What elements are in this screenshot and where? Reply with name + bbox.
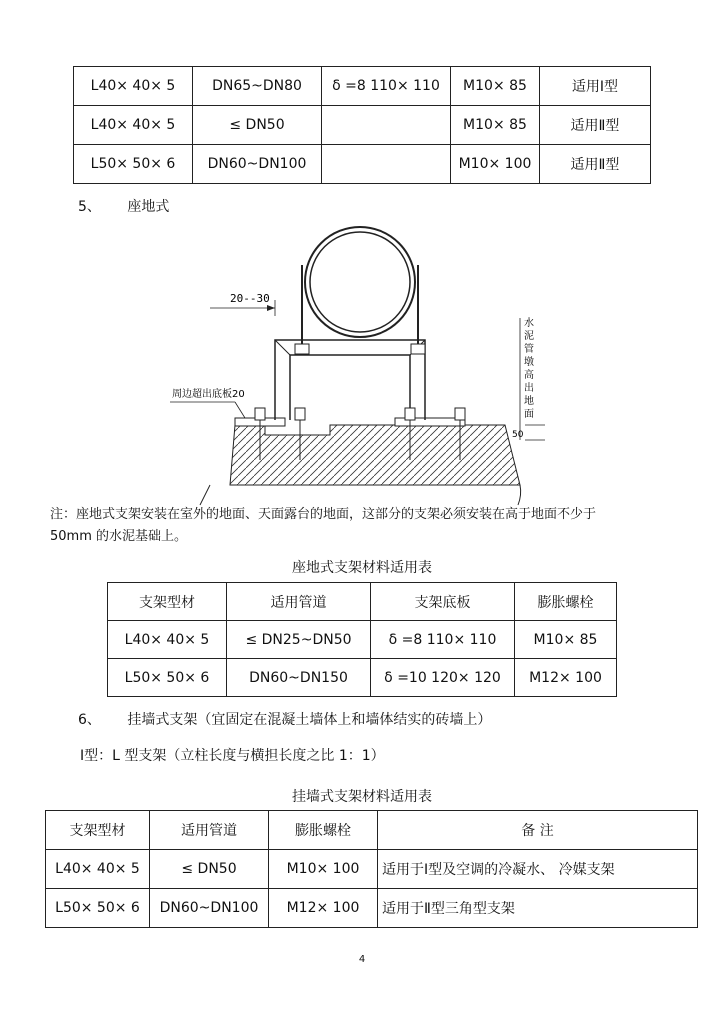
section-number: 6、	[78, 712, 101, 728]
table-cell: δ =8 110× 110	[371, 621, 515, 659]
note-line-1: 注：座地式支架安装在室外的地面、天面露台的地面，这部分的支架必须安装在高于地面不少于	[50, 507, 597, 522]
wall-bracket-table	[45, 810, 698, 928]
bracket-table-1	[73, 66, 651, 184]
table-header: 支架底板	[371, 583, 515, 621]
table-header: 膨胀螺栓	[515, 583, 617, 621]
floor-bracket-table	[107, 582, 617, 697]
table-header: 支架型材	[46, 811, 150, 850]
page-number: 4	[358, 954, 366, 965]
section-number: 5、	[78, 199, 101, 215]
table-header-row	[46, 811, 698, 850]
vertical-label-char: 高	[524, 370, 534, 381]
table-row	[46, 850, 698, 889]
table-cell: L40× 40× 5	[74, 106, 193, 145]
table-cell: ≤ DN25~DN50	[227, 621, 371, 659]
vertical-dim: 50	[512, 430, 524, 440]
table-cell: DN60~DN100	[150, 889, 269, 928]
dimension-label: 20--30	[230, 292, 270, 305]
table-header: 支架型材	[108, 583, 227, 621]
table-cell: 适用于Ⅰ型及空调的冷凝水、 冷媒支架	[378, 850, 698, 889]
table-3-caption: 挂墙式支架材料适用表	[292, 789, 432, 805]
table-cell: L40× 40× 5	[108, 621, 227, 659]
table-cell: M10× 85	[515, 621, 617, 659]
table-2-caption: 座地式支架材料适用表	[292, 560, 432, 576]
table-header: 备 注	[378, 811, 698, 850]
table-header: 适用管道	[150, 811, 269, 850]
section-6-heading	[78, 709, 491, 729]
table-cell: ≤ DN50	[193, 106, 322, 145]
table-cell: M12× 100	[269, 889, 378, 928]
vertical-label-char: 出	[524, 383, 534, 394]
table-cell	[322, 145, 451, 184]
table-cell: L50× 50× 6	[74, 145, 193, 184]
table-row	[108, 659, 617, 697]
concrete-base	[230, 425, 520, 485]
table-cell: DN60~DN150	[227, 659, 371, 697]
vertical-label	[524, 316, 534, 420]
vertical-label-char: 墩	[524, 357, 534, 368]
table-cell: DN60~DN100	[193, 145, 322, 184]
table-cell: M10× 85	[451, 106, 540, 145]
section-title: 挂墙式支架（宜固定在混凝土墙体上和墙体结实的砖墙上）	[127, 712, 492, 728]
table-row	[108, 621, 617, 659]
table-row	[46, 889, 698, 928]
floor-bracket-drawing	[150, 220, 550, 510]
table-cell: ≤ DN50	[150, 850, 269, 889]
vertical-label-char: 水	[524, 318, 534, 329]
section-5-heading	[78, 196, 169, 216]
table-cell: M10× 100	[269, 850, 378, 889]
table-cell: M10× 100	[451, 145, 540, 184]
table-row	[74, 106, 651, 145]
table-cell: L40× 40× 5	[74, 67, 193, 106]
table-cell: 适用Ⅰ型	[540, 67, 651, 106]
table-cell: M12× 100	[515, 659, 617, 697]
table-cell: δ =10 120× 120	[371, 659, 515, 697]
table-cell: M10× 85	[451, 67, 540, 106]
table-row	[74, 67, 651, 106]
table-row	[74, 145, 651, 184]
vertical-label-char: 面	[524, 409, 534, 420]
table-cell: L40× 40× 5	[46, 850, 150, 889]
vertical-label-char: 泥	[524, 331, 534, 342]
note-line-2: 50mm 的水泥基础上。	[50, 529, 188, 544]
section-title: 座地式	[127, 199, 170, 215]
side-label: 周边超出底板20	[172, 389, 245, 400]
table-cell: 适用Ⅱ型	[540, 145, 651, 184]
table-cell: L50× 50× 6	[108, 659, 227, 697]
table-header: 适用管道	[227, 583, 371, 621]
table-cell	[322, 106, 451, 145]
vertical-label-char: 管	[524, 344, 534, 355]
installation-note	[50, 504, 596, 548]
table-header-row	[108, 583, 617, 621]
table-cell: δ =8 110× 110	[322, 67, 451, 106]
table-cell: 适用Ⅱ型	[540, 106, 651, 145]
table-cell: 适用于Ⅱ型三角型支架	[378, 889, 698, 928]
type-1-description: Ⅰ型：L 型支架（立柱长度与横担长度之比 1：1）	[80, 748, 385, 764]
pipe-circle	[305, 227, 415, 337]
table-header: 膨胀螺栓	[269, 811, 378, 850]
table-cell: DN65~DN80	[193, 67, 322, 106]
vertical-label-char: 地	[524, 396, 534, 407]
table-cell: L50× 50× 6	[46, 889, 150, 928]
